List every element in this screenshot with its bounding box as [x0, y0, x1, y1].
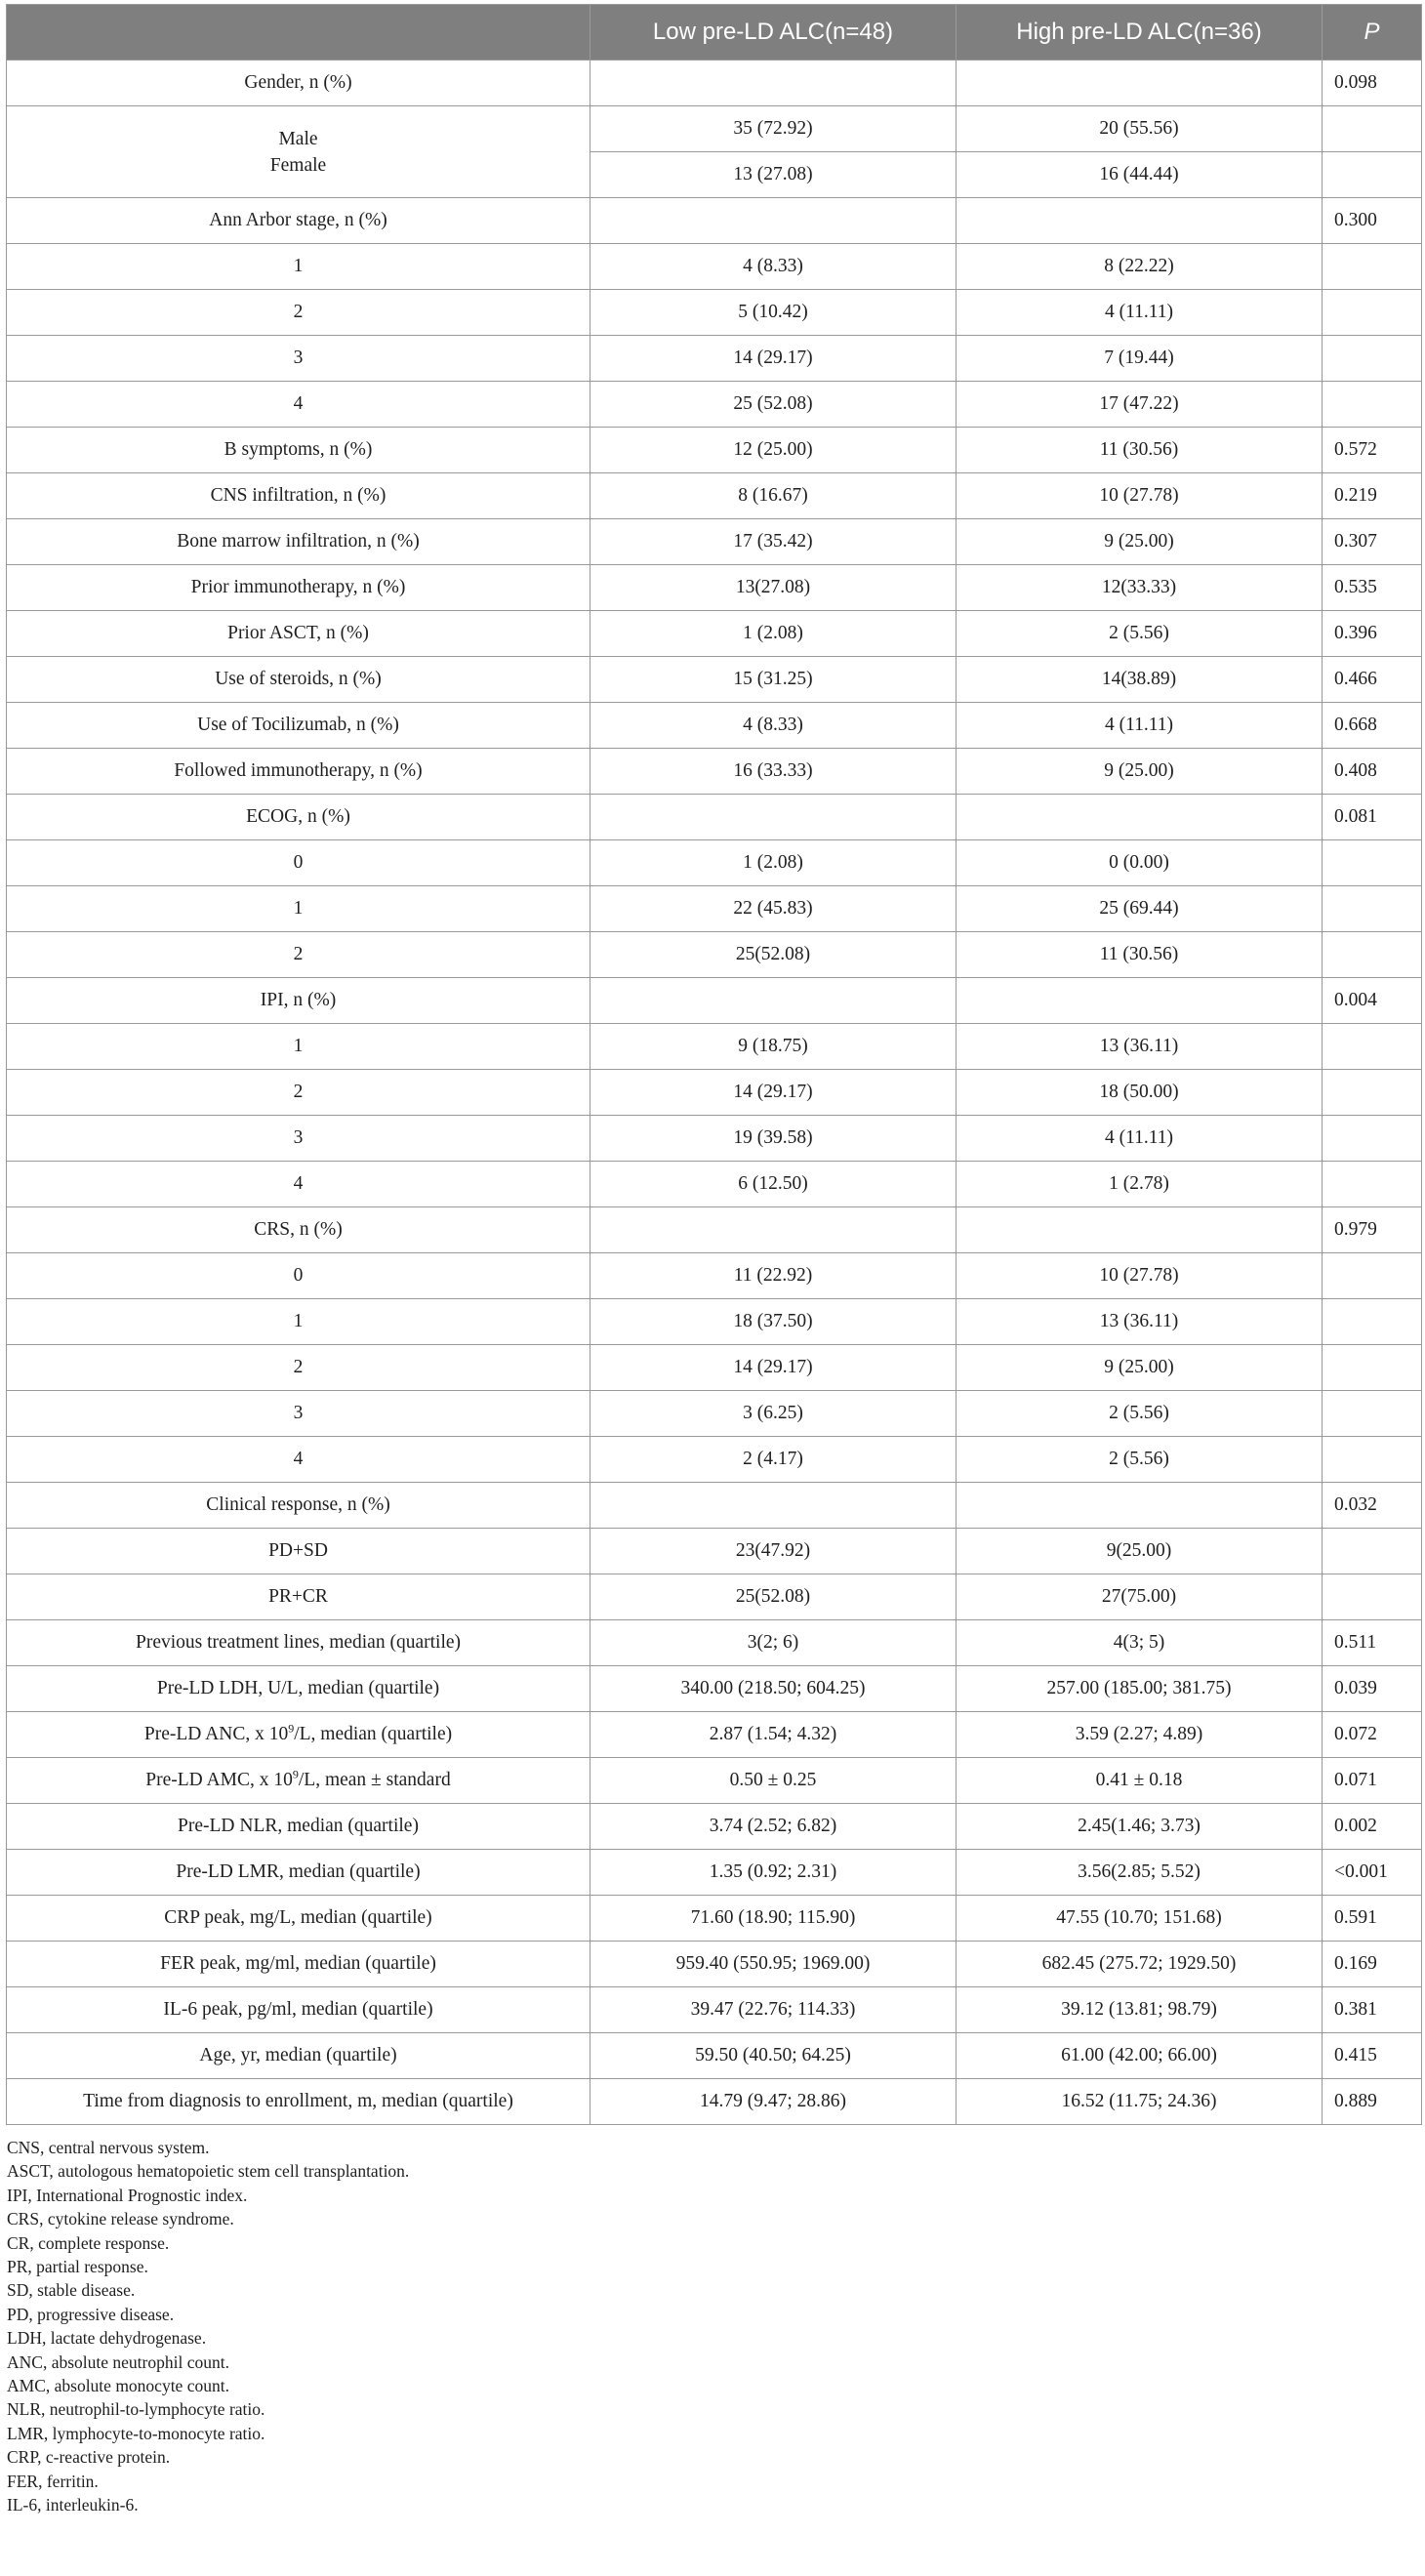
cell-p: 0.979 — [1323, 1207, 1422, 1253]
cell-low: 19 (39.58) — [590, 1116, 957, 1162]
row-label: FER peak, mg/ml, median (quartile) — [7, 1942, 590, 1987]
row-label: CNS infiltration, n (%) — [7, 473, 590, 519]
cell-high: 18 (50.00) — [957, 1070, 1323, 1116]
cell-low: 18 (37.50) — [590, 1299, 957, 1345]
row-label: 1 — [7, 886, 590, 932]
table-row — [7, 244, 1422, 290]
row-label: Age, yr, median (quartile) — [7, 2033, 590, 2079]
cell-p — [1323, 1345, 1422, 1391]
cell-p: 0.098 — [1323, 61, 1422, 106]
cell-high — [957, 1483, 1323, 1529]
row-label: Previous treatment lines, median (quartile) — [7, 1620, 590, 1666]
footnote-line: PD, progressive disease. — [7, 2304, 175, 2324]
cell-low: 3(2; 6) — [590, 1620, 957, 1666]
cell-high: 257.00 (185.00; 381.75) — [957, 1666, 1323, 1712]
cell-high: 4 (11.11) — [957, 1116, 1323, 1162]
cell-low: 14 (29.17) — [590, 336, 957, 382]
cell-high — [957, 198, 1323, 244]
cell-low: 5 (10.42) — [590, 290, 957, 336]
female-label: Female — [269, 154, 327, 176]
cell-p: 0.300 — [1323, 198, 1422, 244]
cell-high: 3.59 (2.27; 4.89) — [957, 1712, 1323, 1758]
row-label: 4 — [7, 1162, 590, 1207]
row-label: 2 — [7, 290, 590, 336]
row-label: 3 — [7, 336, 590, 382]
cell-p — [1323, 932, 1422, 978]
row-label: 2 — [7, 1070, 590, 1116]
cell-p — [1323, 1253, 1422, 1299]
table-row — [7, 1896, 1422, 1942]
cell-p — [1323, 1024, 1422, 1070]
cell-low: 71.60 (18.90; 115.90) — [590, 1896, 957, 1942]
table-row — [7, 1712, 1422, 1758]
footnote-line: FER, ferritin. — [7, 2471, 99, 2491]
row-label: PR+CR — [7, 1574, 590, 1620]
cell-high — [957, 795, 1323, 840]
cell-p — [1323, 1162, 1422, 1207]
cell-p: 0.032 — [1323, 1483, 1422, 1529]
table-row — [7, 703, 1422, 749]
cell-high: 16.52 (11.75; 24.36) — [957, 2079, 1323, 2125]
cell-high: 2.45(1.46; 3.73) — [957, 1804, 1323, 1850]
row-label: 4 — [7, 382, 590, 428]
cell-high: 4 (11.11) — [957, 703, 1323, 749]
table-row — [7, 1207, 1422, 1253]
row-label: IPI, n (%) — [7, 978, 590, 1024]
cell-high: 20 (55.56) — [957, 106, 1323, 152]
cell-p — [1323, 1437, 1422, 1483]
footnote-line: IPI, International Prognostic index. — [7, 2185, 248, 2205]
footnote-line: CR, complete response. — [7, 2232, 170, 2253]
cell-high: 9 (25.00) — [957, 1345, 1323, 1391]
footnotes — [6, 2136, 1421, 2517]
row-label: 0 — [7, 840, 590, 886]
cell-high: 16 (44.44) — [957, 152, 1323, 198]
cell-p: 0.307 — [1323, 519, 1422, 565]
footnote-line: ASCT, autologous hematopoietic stem cell transplantation. — [7, 2161, 410, 2182]
cell-high: 8 (22.22) — [957, 244, 1323, 290]
cell-p — [1323, 1574, 1422, 1620]
cell-low: 14 (29.17) — [590, 1345, 957, 1391]
row-label: 1 — [7, 1024, 590, 1070]
table-row — [7, 1070, 1422, 1116]
footnote-line: CRP, c-reactive protein. — [7, 2447, 171, 2468]
cell-high: 9 (25.00) — [957, 749, 1323, 795]
cell-low: 8 (16.67) — [590, 473, 957, 519]
table-row — [7, 1529, 1422, 1574]
row-label: Bone marrow infiltration, n (%) — [7, 519, 590, 565]
row-label: 3 — [7, 1116, 590, 1162]
cell-p: 0.396 — [1323, 611, 1422, 657]
table-row — [7, 382, 1422, 428]
cell-high: 0.41 ± 0.18 — [957, 1758, 1323, 1804]
cell-low: 39.47 (22.76; 114.33) — [590, 1987, 957, 2033]
cell-high: 14(38.89) — [957, 657, 1323, 703]
cell-low: 4 (8.33) — [590, 244, 957, 290]
row-label: 0 — [7, 1253, 590, 1299]
cell-p: 0.668 — [1323, 703, 1422, 749]
table-row — [7, 1804, 1422, 1850]
cell-p — [1323, 336, 1422, 382]
cell-p — [1323, 106, 1422, 152]
row-label: Time from diagnosis to enrollment, m, median (quartile) — [7, 2079, 590, 2125]
row-label: CRS, n (%) — [7, 1207, 590, 1253]
cell-low: 6 (12.50) — [590, 1162, 957, 1207]
table-row — [7, 840, 1422, 886]
cell-low: 1.35 (0.92; 2.31) — [590, 1850, 957, 1896]
row-label: 2 — [7, 1345, 590, 1391]
cell-p: 0.466 — [1323, 657, 1422, 703]
cell-low: 959.40 (550.95; 1969.00) — [590, 1942, 957, 1987]
cell-high: 9 (25.00) — [957, 519, 1323, 565]
cell-p — [1323, 1299, 1422, 1345]
header-low-alc: Low pre-LD ALC(n=48) — [590, 5, 957, 61]
cell-high: 1 (2.78) — [957, 1162, 1323, 1207]
table-row — [7, 1116, 1422, 1162]
cell-low: 13 (27.08) — [590, 152, 957, 198]
cell-p: 0.071 — [1323, 1758, 1422, 1804]
cell-low: 13(27.08) — [590, 565, 957, 611]
cell-high: 3.56(2.85; 5.52) — [957, 1850, 1323, 1896]
row-label: Followed immunotherapy, n (%) — [7, 749, 590, 795]
table-row — [7, 428, 1422, 473]
table-row — [7, 473, 1422, 519]
cell-high: 13 (36.11) — [957, 1299, 1323, 1345]
cell-low: 16 (33.33) — [590, 749, 957, 795]
table-row — [7, 932, 1422, 978]
cell-p: 0.572 — [1323, 428, 1422, 473]
cell-low: 15 (31.25) — [590, 657, 957, 703]
table-row — [7, 1942, 1422, 1987]
cell-p — [1323, 382, 1422, 428]
row-label: 1 — [7, 244, 590, 290]
cell-high: 27(75.00) — [957, 1574, 1323, 1620]
row-label: Use of Tocilizumab, n (%) — [7, 703, 590, 749]
header-p: P — [1323, 5, 1422, 61]
table-row — [7, 1850, 1422, 1896]
table-row — [7, 336, 1422, 382]
cell-high: 4 (11.11) — [957, 290, 1323, 336]
row-label: 1 — [7, 1299, 590, 1345]
footnote-line: ANC, absolute neutrophil count. — [7, 2351, 229, 2372]
document — [6, 4, 1421, 2517]
row-label: Prior ASCT, n (%) — [7, 611, 590, 657]
table-body — [7, 61, 1422, 2125]
table-row — [7, 1620, 1422, 1666]
cell-p — [1323, 886, 1422, 932]
cell-p: 0.081 — [1323, 795, 1422, 840]
cell-low: 35 (72.92) — [590, 106, 957, 152]
cell-low — [590, 61, 957, 106]
cell-low: 12 (25.00) — [590, 428, 957, 473]
table-row — [7, 2079, 1422, 2125]
table-row — [7, 795, 1422, 840]
row-label: Pre-LD LMR, median (quartile) — [7, 1850, 590, 1896]
cell-low — [590, 1207, 957, 1253]
table-row — [7, 519, 1422, 565]
table-row — [7, 1483, 1422, 1529]
table-row — [7, 1162, 1422, 1207]
cell-p: 0.039 — [1323, 1666, 1422, 1712]
row-label: PD+SD — [7, 1529, 590, 1574]
table-row — [7, 1299, 1422, 1345]
footnote-line: LMR, lymphocyte-to-monocyte ratio. — [7, 2423, 265, 2443]
table-row — [7, 1666, 1422, 1712]
table-row — [7, 749, 1422, 795]
cell-p — [1323, 290, 1422, 336]
row-label: Pre-LD NLR, median (quartile) — [7, 1804, 590, 1850]
table-row — [7, 1574, 1422, 1620]
row-label: 4 — [7, 1437, 590, 1483]
footnote-line: LDH, lactate dehydrogenase. — [7, 2328, 207, 2349]
table-row — [7, 1437, 1422, 1483]
cell-p: 0.381 — [1323, 1987, 1422, 2033]
cell-low: 2.87 (1.54; 4.32) — [590, 1712, 957, 1758]
cell-p — [1323, 1529, 1422, 1574]
cell-high: 2 (5.56) — [957, 1391, 1323, 1437]
cell-low: 3.74 (2.52; 6.82) — [590, 1804, 957, 1850]
cell-low: 25(52.08) — [590, 932, 957, 978]
cell-low: 1 (2.08) — [590, 611, 957, 657]
row-label: IL-6 peak, pg/ml, median (quartile) — [7, 1987, 590, 2033]
cell-low: 17 (35.42) — [590, 519, 957, 565]
table-row — [7, 565, 1422, 611]
cell-low: 4 (8.33) — [590, 703, 957, 749]
cell-p — [1323, 152, 1422, 198]
cell-p: 0.591 — [1323, 1896, 1422, 1942]
table-row — [7, 106, 1422, 152]
cell-low: 59.50 (40.50; 64.25) — [590, 2033, 957, 2079]
cell-low: 2 (4.17) — [590, 1437, 957, 1483]
cell-low: 22 (45.83) — [590, 886, 957, 932]
cell-low: 23(47.92) — [590, 1529, 957, 1574]
cell-p — [1323, 1391, 1422, 1437]
cell-high: 13 (36.11) — [957, 1024, 1323, 1070]
table-row — [7, 1024, 1422, 1070]
cell-p — [1323, 1070, 1422, 1116]
header-high-alc: High pre-LD ALC(n=36) — [957, 5, 1323, 61]
table-row — [7, 657, 1422, 703]
cell-p: 0.535 — [1323, 565, 1422, 611]
cell-p: <0.001 — [1323, 1850, 1422, 1896]
row-label: Pre-LD LDH, U/L, median (quartile) — [7, 1666, 590, 1712]
table-row — [7, 2033, 1422, 2079]
cell-p — [1323, 244, 1422, 290]
cell-low: 0.50 ± 0.25 — [590, 1758, 957, 1804]
row-label: ECOG, n (%) — [7, 795, 590, 840]
row-label: Pre-LD ANC, x $10^9/L$, median (quartile) — [7, 1712, 590, 1758]
cell-low: 25(52.08) — [590, 1574, 957, 1620]
table-row — [7, 198, 1422, 244]
cell-high — [957, 61, 1323, 106]
cell-low: 3 (6.25) — [590, 1391, 957, 1437]
row-label: 2 — [7, 932, 590, 978]
cell-high: 25 (69.44) — [957, 886, 1323, 932]
row-label: 3 — [7, 1391, 590, 1437]
footnote-line: CNS, central nervous system. — [7, 2138, 210, 2157]
cell-low — [590, 795, 957, 840]
footnote-line: AMC, absolute monocyte count. — [7, 2376, 229, 2396]
footnote-line: IL-6, interleukin-6. — [7, 2495, 139, 2515]
table-row — [7, 1253, 1422, 1299]
cell-low: 14 (29.17) — [590, 1070, 957, 1116]
cell-p: 0.408 — [1323, 749, 1422, 795]
row-label: Prior immunotherapy, n (%) — [7, 565, 590, 611]
footnote-line: CRS, cytokine release syndrome. — [7, 2209, 234, 2229]
cell-high — [957, 1207, 1323, 1253]
header-row — [7, 5, 1422, 61]
cell-high: 61.00 (42.00; 66.00) — [957, 2033, 1323, 2079]
row-label: Clinical response, n (%) — [7, 1483, 590, 1529]
cell-p: 0.415 — [1323, 2033, 1422, 2079]
gender-category-cell — [7, 106, 590, 198]
row-label: CRP peak, mg/L, median (quartile) — [7, 1896, 590, 1942]
characteristics-table — [6, 4, 1422, 2125]
cell-high: 9(25.00) — [957, 1529, 1323, 1574]
cell-high: 17 (47.22) — [957, 382, 1323, 428]
cell-high: 4(3; 5) — [957, 1620, 1323, 1666]
cell-low: 340.00 (218.50; 604.25) — [590, 1666, 957, 1712]
table-row — [7, 611, 1422, 657]
cell-low — [590, 198, 957, 244]
row-label: Use of steroids, n (%) — [7, 657, 590, 703]
footnote-line: SD, stable disease. — [7, 2280, 136, 2301]
header-variable — [7, 5, 590, 61]
table-row — [7, 1987, 1422, 2033]
cell-high: 10 (27.78) — [957, 473, 1323, 519]
table-row — [7, 61, 1422, 106]
cell-high: 2 (5.56) — [957, 1437, 1323, 1483]
cell-low: 14.79 (9.47; 28.86) — [590, 2079, 957, 2125]
cell-high: 10 (27.78) — [957, 1253, 1323, 1299]
cell-p — [1323, 840, 1422, 886]
row-label: Gender, n (%) — [7, 61, 590, 106]
male-label: Male — [278, 128, 318, 149]
row-label: Ann Arbor stage, n (%) — [7, 198, 590, 244]
cell-high — [957, 978, 1323, 1024]
table-row — [7, 1758, 1422, 1804]
cell-high: 7 (19.44) — [957, 336, 1323, 382]
footnote-line: NLR, neutrophil-to-lymphocyte ratio. — [7, 2399, 265, 2420]
cell-low: 1 (2.08) — [590, 840, 957, 886]
cell-low: 11 (22.92) — [590, 1253, 957, 1299]
cell-high: 12(33.33) — [957, 565, 1323, 611]
cell-low — [590, 978, 957, 1024]
cell-p: 0.004 — [1323, 978, 1422, 1024]
cell-p: 0.072 — [1323, 1712, 1422, 1758]
cell-low: 25 (52.08) — [590, 382, 957, 428]
cell-high: 2 (5.56) — [957, 611, 1323, 657]
cell-p: 0.169 — [1323, 1942, 1422, 1987]
cell-p: 0.002 — [1323, 1804, 1422, 1850]
cell-p: 0.511 — [1323, 1620, 1422, 1666]
row-label: B symptoms, n (%) — [7, 428, 590, 473]
cell-high: 11 (30.56) — [957, 932, 1323, 978]
table-row — [7, 978, 1422, 1024]
cell-high: 682.45 (275.72; 1929.50) — [957, 1942, 1323, 1987]
table-row — [7, 1345, 1422, 1391]
cell-p: 0.889 — [1323, 2079, 1422, 2125]
table-row — [7, 886, 1422, 932]
table-row — [7, 290, 1422, 336]
cell-high: 39.12 (13.81; 98.79) — [957, 1987, 1323, 2033]
cell-high: 47.55 (10.70; 151.68) — [957, 1896, 1323, 1942]
cell-low — [590, 1483, 957, 1529]
table-row — [7, 1391, 1422, 1437]
cell-p — [1323, 1116, 1422, 1162]
row-label: Pre-LD AMC, x $10^9/L$, mean ± standard — [7, 1758, 590, 1804]
footnote-line: PR, partial response. — [7, 2257, 148, 2277]
cell-high: 11 (30.56) — [957, 428, 1323, 473]
cell-high: 0 (0.00) — [957, 840, 1323, 886]
cell-p: 0.219 — [1323, 473, 1422, 519]
cell-low: 9 (18.75) — [590, 1024, 957, 1070]
